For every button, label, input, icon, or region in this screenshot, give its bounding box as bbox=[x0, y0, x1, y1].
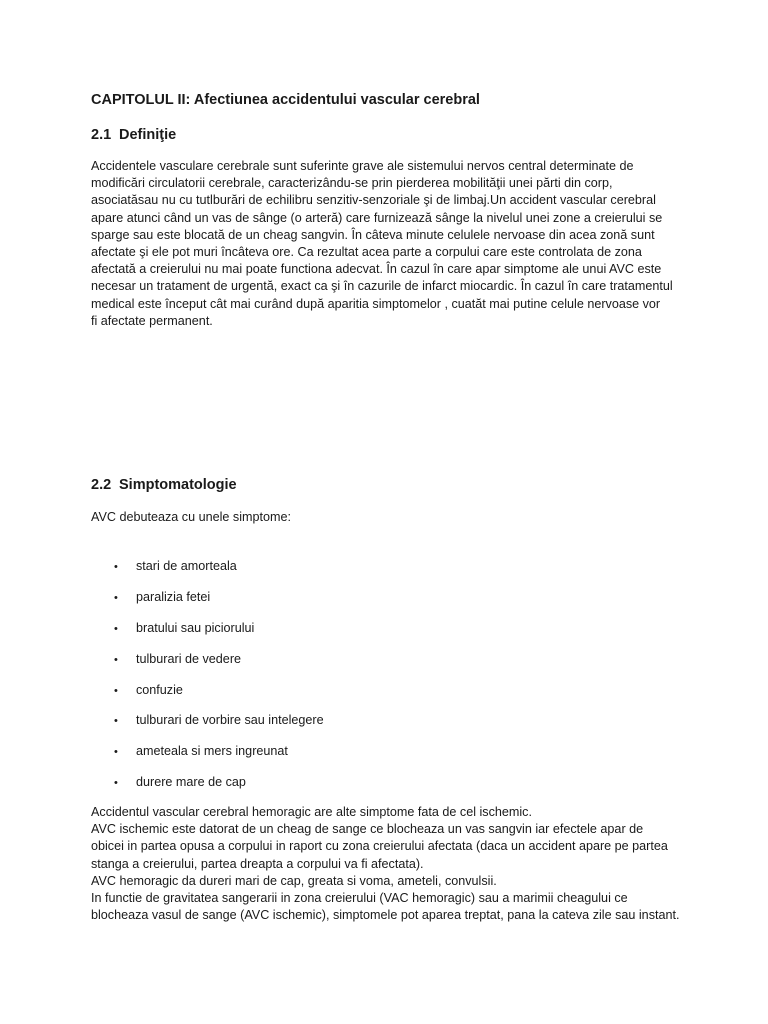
bullet-icon: • bbox=[114, 561, 118, 573]
list-item-text: stari de amorteala bbox=[136, 559, 237, 573]
list-item-text: durere mare de cap bbox=[136, 775, 246, 790]
paragraph-line: obicei in partea opusa a corpului in raport cu zona creierului afectata (daca un accident apare pe partea bbox=[91, 839, 668, 854]
bullet-icon: • bbox=[114, 777, 118, 790]
paragraph-line: apare atunci când un vas de sânge (o arteră) care furnizează sânge la nivelul unei zone a creierului se bbox=[91, 210, 663, 225]
intro-line: AVC debuteaza cu unele simptome: bbox=[91, 510, 291, 524]
list-item-text: bratului sau piciorului bbox=[136, 620, 255, 635]
paragraph-line: afectate şi ele pot muri încâteva ore. Ca rezultat acea parte a corpului care este controlata de zona bbox=[91, 245, 642, 260]
section-heading-symptoms bbox=[91, 477, 237, 493]
bullet-icon: • bbox=[114, 746, 118, 759]
list-item bbox=[91, 620, 324, 651]
section-title: Definiţie bbox=[119, 127, 177, 143]
list-item bbox=[91, 743, 324, 774]
list-item bbox=[91, 558, 324, 589]
paragraph-line: sparge sau este blocată de un cheag sangvin. În câteva minute celulele nervoase din acea zonă sunt bbox=[91, 227, 655, 242]
section-title: Simptomatologie bbox=[119, 477, 237, 493]
symptoms-list bbox=[91, 558, 324, 805]
definition-paragraph bbox=[91, 158, 691, 330]
list-item-text: tulburari de vedere bbox=[136, 651, 242, 666]
section-number: 2.1 bbox=[91, 127, 112, 143]
bullet-icon: • bbox=[114, 622, 118, 635]
paragraph-line: asociatăsau nu cu tutlburări de echilibru senzitiv-senzoriale şi de limbaj.Un accident vascular cerebral bbox=[91, 193, 656, 208]
paragraph-line: AVC hemoragic da dureri mari de cap, greata si voma, ameteli, convulsii. bbox=[91, 873, 497, 888]
paragraph-line: medical este început cât mai curând după aparitia simptomelor , cuatăt mai putine celule nervoase vor bbox=[91, 296, 661, 311]
paragraph-line: stanga a creierului, partea dreapta a corpului va fi afectata). bbox=[91, 856, 424, 871]
section-heading-definition bbox=[91, 127, 176, 143]
list-item bbox=[91, 589, 324, 620]
paragraph-line: In functie de gravitatea sangerarii in zona creierului (VAC hemoragic) sau a marimii cheagului ce bbox=[91, 891, 628, 906]
list-item bbox=[91, 682, 324, 713]
closing-paragraph bbox=[91, 804, 691, 924]
paragraph-line: necesar un tratament de urgentă, exact ca şi în cazurile de infarct miocardic. În cazul în care tratamentul bbox=[91, 279, 673, 294]
paragraph-line: Accidentele vasculare cerebrale sunt suferinte grave ale sistemului nervos central determinate de bbox=[91, 159, 634, 173]
list-item bbox=[91, 774, 324, 805]
paragraph-line: fi afectate permanent. bbox=[91, 313, 213, 328]
paragraph-line: AVC ischemic este datorat de un cheag de sange ce blocheaza un vas sangvin iar efectele apar de bbox=[91, 822, 644, 837]
paragraph-line: afectată a creierului nu mai poate functiona adecvat. În cazul în care apar simptome ale unui AVC este bbox=[91, 262, 662, 277]
chapter-title: CAPITOLUL II: Afectiunea accidentului vascular cerebral bbox=[91, 92, 480, 108]
list-item-text: confuzie bbox=[136, 682, 183, 697]
list-item-text: ameteala si mers ingreunat bbox=[136, 744, 288, 759]
bullet-icon: • bbox=[114, 715, 118, 728]
symptoms-intro bbox=[91, 509, 691, 526]
paragraph-line: blocheaza vasul de sange (AVC ischemic), simptomele pot aparea treptat, pana la cateva zile sau instant. bbox=[91, 908, 680, 923]
bullet-icon: • bbox=[114, 684, 118, 697]
section-number: 2.2 bbox=[91, 477, 112, 493]
list-item bbox=[91, 651, 324, 682]
paragraph-line: Accidentul vascular cerebral hemoragic are alte simptome fata de cel ischemic. bbox=[91, 805, 532, 819]
list-item-text: paralizia fetei bbox=[136, 589, 211, 604]
bullet-icon: • bbox=[114, 591, 118, 604]
list-item bbox=[91, 712, 324, 743]
list-item-text: tulburari de vorbire sau intelegere bbox=[136, 713, 324, 728]
bullet-icon: • bbox=[114, 653, 118, 666]
paragraph-line: modificări circulatorii cerebrale, caracterizându-se prin pierderea mobilităţii unei părti din corp, bbox=[91, 176, 613, 191]
